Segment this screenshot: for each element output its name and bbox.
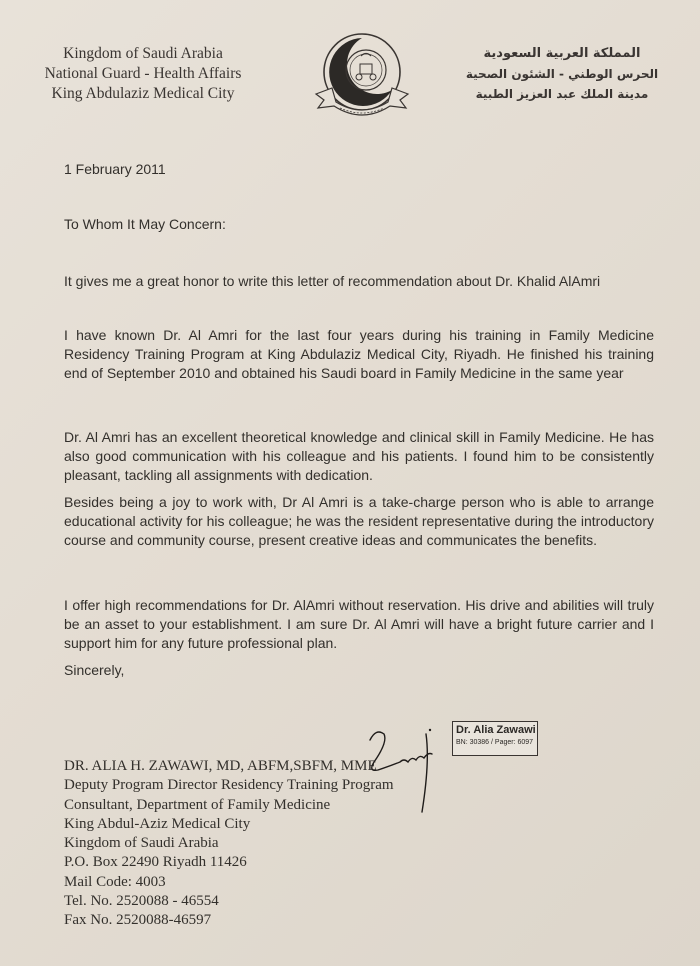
- emblem-logo-icon: [310, 28, 414, 124]
- paragraph-leadership: Besides being a joy to work with, Dr Al Amri is a take-charge person who is able to arrange educational activity for his colleague; he was the resident representative during the introductory course and community course, present creative ideas and communicates the benefits.: [64, 494, 654, 548]
- name-stamp: [452, 721, 538, 756]
- letterhead-arabic: [462, 44, 662, 104]
- letterhead-arabic-line: الحرس الوطني - الشئون الصحية: [465, 67, 659, 81]
- letterhead-line: King Abdulaziz Medical City: [51, 85, 235, 102]
- signatory-title: Deputy Program Director Residency Training Program: [64, 777, 394, 794]
- letterhead-line: Kingdom of Saudi Arabia: [63, 45, 223, 62]
- stamp-name: Dr. Alia Zawawi: [456, 724, 536, 736]
- paragraph-intro: It gives me a great honor to write this letter of recommendation about Dr. Khalid AlAmri: [64, 273, 601, 289]
- signatory-tel: Tel. No. 2520088 - 46554: [64, 893, 219, 910]
- letterhead-english: [38, 44, 248, 104]
- letterhead-arabic-line: مدينة الملك عبد العزيز الطبية: [475, 87, 649, 101]
- salutation: To Whom It May Concern:: [64, 216, 226, 232]
- handwritten-signature: [360, 722, 450, 814]
- signatory-institution: King Abdul-Aziz Medical City: [64, 815, 251, 832]
- signatory-country: Kingdom of Saudi Arabia: [64, 835, 219, 852]
- signatory-mail-code: Mail Code: 4003: [64, 873, 166, 890]
- signatory-name: DR. ALIA H. ZAWAWI, MD, ABFM,SBFM, MME: [64, 758, 377, 774]
- letterhead-arabic-line: المملكة العربية السعودية: [483, 46, 641, 61]
- paragraph-recommendation: I offer high recommendations for Dr. AlAmri without reservation. His drive and abilities will truly be an asset to your establishment. I am sure Dr. Al Amri will have a bright future carrier and I support him for any future professional plan.: [64, 597, 654, 651]
- paragraph-background: I have known Dr. Al Amri for the last four years during his training in Family Medicine Residency Training Program at King Abdulaziz Medical City, Riyadh. He finished his training end of September 2010 and obtained his Saudi board in Family Medicine in the same year: [64, 327, 654, 381]
- paragraph-skills: Dr. Al Amri has an excellent theoretical knowledge and clinical skill in Family Medicine. He has also good communication with his colleague and his patients. I found him to be consistently pleasant, tackling all assignments with dedication.: [64, 429, 654, 483]
- signatory-fax: Fax No. 2520088-46597: [64, 912, 212, 929]
- signatory-po-box: P.O. Box 22490 Riyadh 11426: [64, 854, 247, 871]
- signatory-department: Consultant, Department of Family Medicine: [64, 796, 331, 813]
- closing: Sincerely,: [64, 662, 125, 678]
- letter-date: 1 February 2011: [64, 161, 166, 177]
- stamp-details: BN: 30386 / Pager: 6097: [456, 739, 534, 746]
- letterhead-line: National Guard - Health Affairs: [44, 65, 242, 82]
